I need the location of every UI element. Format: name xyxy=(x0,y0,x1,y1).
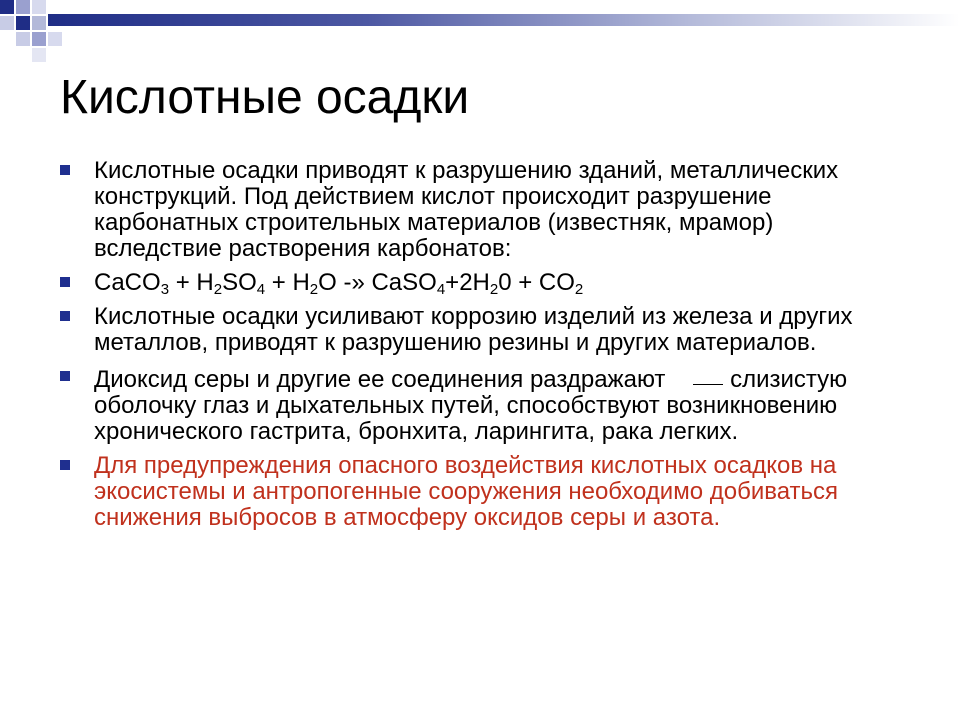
eq-subscript: 2 xyxy=(574,281,584,298)
bullet-item xyxy=(60,364,900,445)
eq-part: +2H xyxy=(445,269,490,296)
bullet-text xyxy=(94,366,847,445)
corner-square xyxy=(16,32,30,46)
eq-part: CaCO xyxy=(94,269,161,296)
header-gradient-bar xyxy=(48,14,960,26)
bullet-list xyxy=(60,158,900,539)
corner-square xyxy=(0,0,14,14)
eq-part: + H xyxy=(169,269,214,296)
bullet-text: Кислотные осадки усиливают коррозию изделий из железа и других металлов, приводят к разрушению резины и других материалов. xyxy=(94,303,853,356)
bullet-item xyxy=(60,158,900,262)
eq-subscript: 2 xyxy=(489,281,499,298)
bullet-square-icon xyxy=(60,311,70,321)
eq-part: O -» CaSO xyxy=(318,269,437,296)
bullet-text-part: Диоксид серы и другие ее соединения раздражают xyxy=(94,366,666,393)
corner-square xyxy=(32,16,46,30)
eq-subscript: 4 xyxy=(436,281,446,298)
bullet-square-icon xyxy=(60,460,70,470)
bullet-square-icon xyxy=(60,371,70,381)
underline-blank xyxy=(693,364,723,385)
bullet-item xyxy=(60,304,900,356)
eq-part: SO xyxy=(222,269,257,296)
eq-part: 0 + CO xyxy=(498,269,575,296)
eq-subscript: 2 xyxy=(213,281,223,298)
corner-square xyxy=(0,16,14,30)
corner-square xyxy=(16,0,30,14)
bullet-text: Кислотные осадки приводят к разрушению зданий, металлических конструкций. Под действием кислот происходит разрушение карбонатных строительных материалов (известняк, мрамор) вследствие растворения карбонатов: xyxy=(94,157,839,262)
bullet-text-part: слизистую оболочку глаз и дыхательных путей, способствуют возникновению хронического гастрита, бронхита, ларингита, рака легких. xyxy=(94,366,848,445)
corner-square xyxy=(32,48,46,62)
eq-part: + H xyxy=(265,269,310,296)
slide-title: Кислотные осадки xyxy=(60,71,470,124)
chemical-equation xyxy=(94,269,583,296)
corner-square xyxy=(32,0,46,14)
bullet-item-highlighted xyxy=(60,453,900,531)
eq-subscript: 4 xyxy=(256,281,266,298)
eq-subscript: 3 xyxy=(160,281,170,298)
bullet-square-icon xyxy=(60,277,70,287)
corner-square xyxy=(16,16,30,30)
bullet-text: Для предупреждения опасного воздействия кислотных осадков на экосистемы и антропогенные сооружения необходимо добиваться снижения выбросов в атмосферу оксидов серы и азота. xyxy=(94,452,839,531)
eq-subscript: 2 xyxy=(309,281,319,298)
corner-square xyxy=(32,32,46,46)
corner-square xyxy=(48,32,62,46)
bullet-item-equation xyxy=(60,270,900,296)
bullet-square-icon xyxy=(60,165,70,175)
